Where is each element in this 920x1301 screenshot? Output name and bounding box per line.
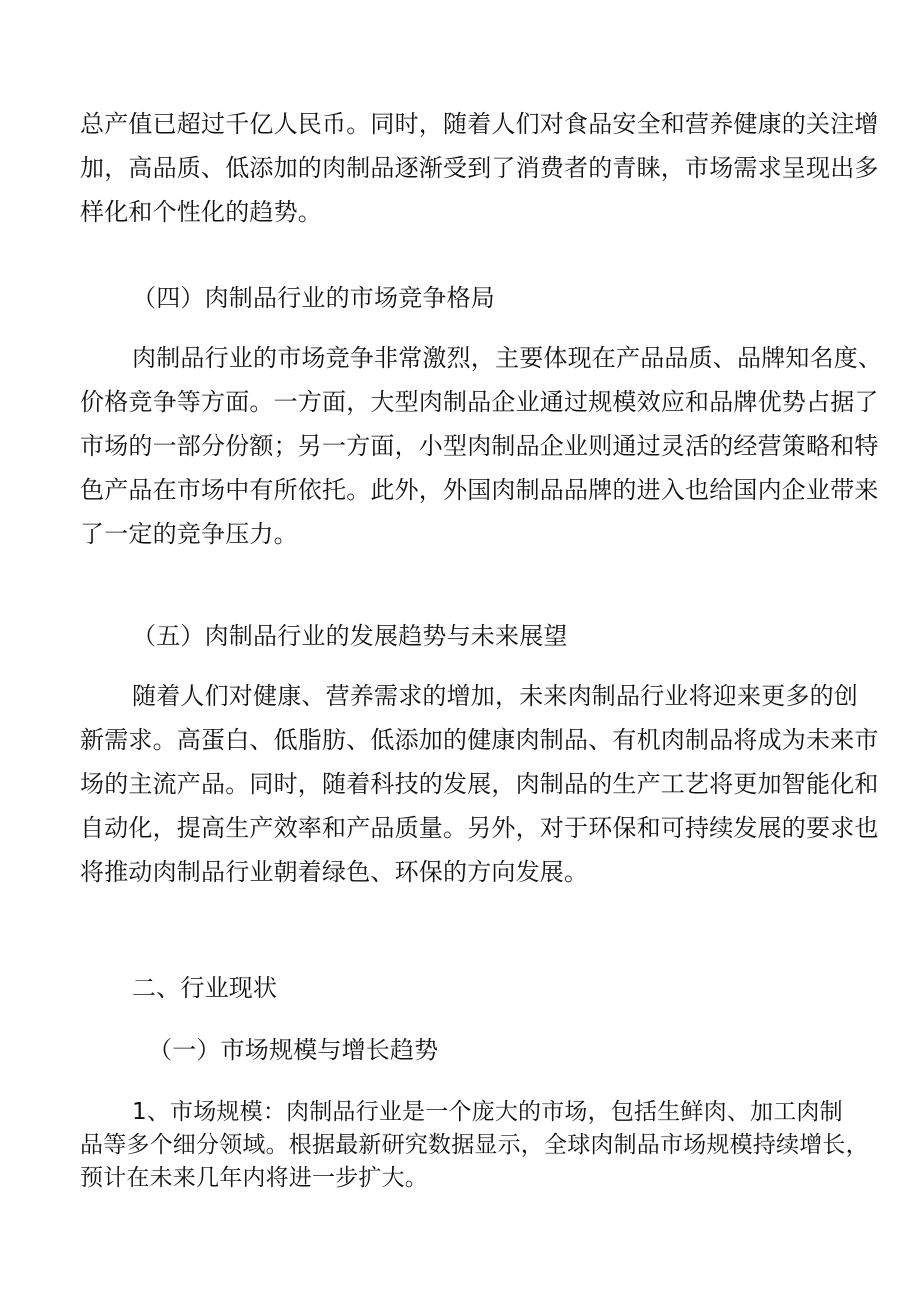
heading-section-5 [132, 616, 832, 656]
text-line: 品等多个细分领域。根据最新研究数据显示，全球肉制品市场规模持续增长， [80, 1132, 869, 1158]
heading-text: 二、行业现状 [132, 974, 278, 1002]
text-line: 自动化，提高生产效率和产品质量。另外，对于环保和可持续发展的要求也 [80, 814, 879, 842]
paragraph-market [80, 1096, 869, 1195]
text-line: 肉制品行业的市场竞争非常激烈，主要体现在产品品质、品牌知名度、 [132, 344, 883, 372]
text-line: 色产品在市场中有所依托。此外，外国肉制品品牌的进入也给国内企业带来 [80, 476, 879, 504]
heading-section-2-1 [132, 1030, 832, 1070]
text-line: 了一定的竞争压力。 [80, 520, 298, 548]
text-line: 预计在未来几年内将进一步扩大。 [80, 1165, 428, 1191]
paragraph-trend [80, 676, 879, 892]
text-line: 价格竞争等方面。一方面，大型肉制品企业通过规模效应和品牌优势占据了 [80, 388, 879, 416]
paragraph-intro [80, 104, 879, 232]
text-line: 随着人们对健康、营养需求的增加，未来肉制品行业将迎来更多的创 [132, 682, 858, 710]
text-line: 新需求。高蛋白、低脂肪、低添加的健康肉制品、有机肉制品将成为未来市 [80, 726, 879, 754]
heading-text: （五）肉制品行业的发展趋势与未来展望 [132, 622, 568, 650]
heading-text: （四）肉制品行业的市场竞争格局 [132, 284, 495, 312]
text-line: 场的主流产品。同时，随着科技的发展，肉制品的生产工艺将更加智能化和 [80, 770, 879, 798]
text-line: 样化和个性化的趋势。 [80, 198, 322, 226]
text-line: 将推动肉制品行业朝着绿色、环保的方向发展。 [80, 858, 589, 886]
text-line: 加，高品质、低添加的肉制品逐渐受到了消费者的青睐，市场需求呈现出多 [80, 154, 879, 182]
paragraph-competition [80, 338, 883, 554]
text-line: 市场的一部分份额；另一方面，小型肉制品企业则通过灵活的经营策略和特 [80, 432, 879, 460]
heading-section-4 [132, 278, 832, 318]
text-line: 1、市场规模：肉制品行业是一个庞大的市场，包括生鲜肉、加工肉制 [132, 1099, 843, 1125]
text-line: 总产值已超过千亿人民币。同时，随着人们对食品安全和营养健康的关注增 [80, 110, 879, 138]
section-heading-2 [132, 968, 832, 1008]
heading-text: （一）市场规模与增长趋势 [148, 1036, 439, 1064]
